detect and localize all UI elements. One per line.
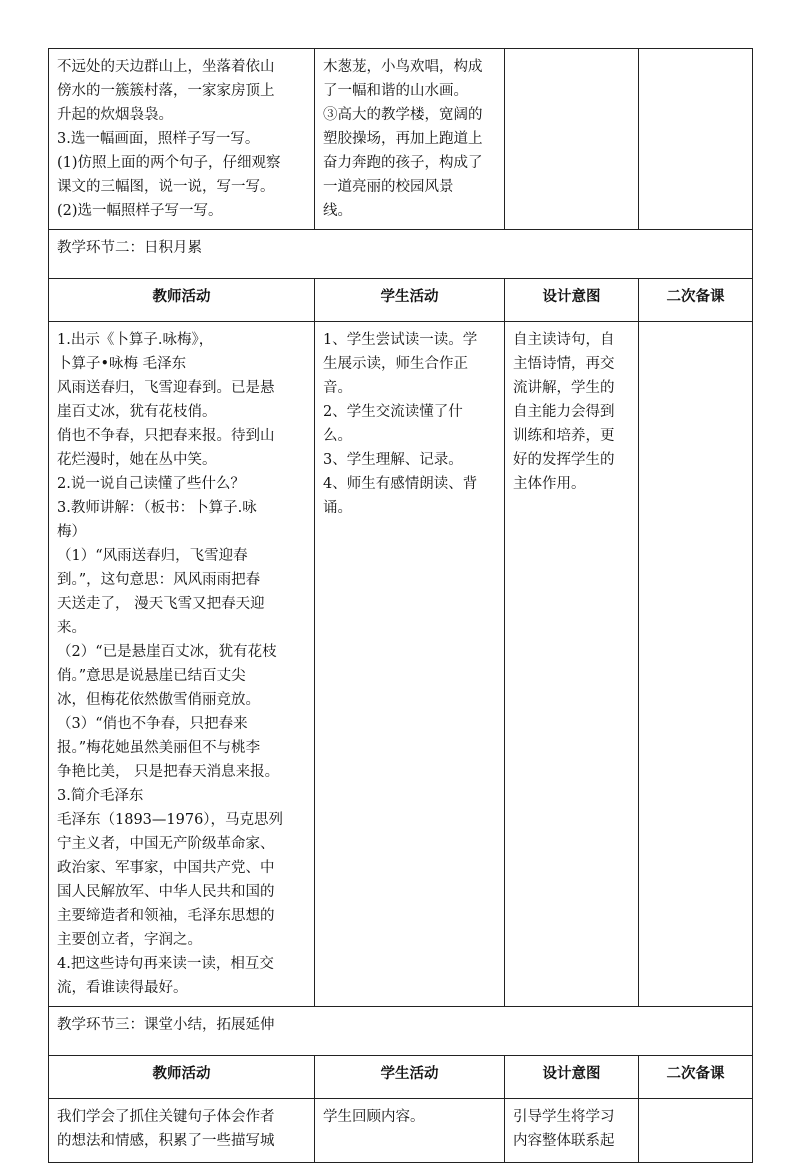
text-line: (1)仿照上面的两个句子，仔细观察	[57, 155, 281, 171]
text-line: 引导学生将学习	[513, 1109, 615, 1125]
text-line: 3、学生理解、记录。	[323, 452, 463, 468]
text-line: 自主读诗句，自	[513, 332, 615, 348]
header-teacher: 教师活动	[49, 279, 315, 322]
text-line: 宁主义者，中国无产阶级革命家、	[57, 836, 275, 852]
text-line: 学生回顾内容。	[323, 1109, 425, 1125]
text-line: 俏。”意思是说悬崖已结百丈尖	[57, 668, 246, 684]
design-intent-cell	[505, 1099, 639, 1163]
student-activity-cell	[315, 1099, 505, 1163]
text-line: 主体作用。	[513, 476, 586, 492]
text-line: 不远处的天边群山上，坐落着依山	[57, 59, 275, 75]
header-design: 设计意图	[505, 1056, 639, 1099]
text-line: ③高大的教学楼，宽阔的	[323, 107, 483, 123]
text-line: 主要创立者，字润之。	[57, 932, 202, 948]
section-title-row	[49, 230, 753, 279]
second-prep-cell	[639, 322, 753, 1007]
header-row	[49, 1056, 753, 1099]
text-line: 崖百丈冰，犹有花枝俏。	[57, 404, 217, 420]
text-line: 3.简介毛泽东	[57, 788, 144, 804]
text-line: 课文的三幅图，说一说，写一写。	[57, 179, 275, 195]
text-line: 3.选一幅画面，照样子写一写。	[57, 131, 260, 147]
text-line: 卜算子•咏梅 毛泽东	[57, 356, 187, 372]
text-line: 一道亮丽的校园风景	[323, 179, 454, 195]
text-line: 了一幅和谐的山水画。	[323, 83, 468, 99]
text-line: 1.出示《卜算子.咏梅》，	[57, 332, 214, 348]
text-line: 么。	[323, 428, 352, 444]
text-line: 梅）	[57, 524, 86, 540]
text-line: 流讲解，学生的	[513, 380, 615, 396]
header-second: 二次备课	[639, 1056, 753, 1099]
second-prep-cell	[639, 1099, 753, 1163]
text-line: 内容整体联系起	[513, 1133, 615, 1149]
text-line: 塑胶操场，再加上跑道上	[323, 131, 483, 147]
text-line: 俏也不争春，只把春来报。待到山	[57, 428, 275, 444]
text-line: 升起的炊烟袅袅。	[57, 107, 173, 123]
section-title-row	[49, 1007, 753, 1056]
teacher-activity-cell	[49, 49, 315, 230]
text-line: 毛泽东（1893—1976），马克思列	[57, 812, 284, 828]
table-row	[49, 49, 753, 230]
table-row	[49, 1099, 753, 1163]
header-design: 设计意图	[505, 279, 639, 322]
text-line: 国人民解放军、中华人民共和国的	[57, 884, 275, 900]
text-line: 训练和培养，更	[513, 428, 615, 444]
section-title: 教学环节三：课堂小结，拓展延伸	[49, 1007, 753, 1056]
design-intent-cell	[505, 49, 639, 230]
text-line: 生展示读，师生合作正	[323, 356, 468, 372]
text-line: 2.说一说自己读懂了些什么？	[57, 476, 245, 492]
header-student: 学生活动	[315, 1056, 505, 1099]
text-line: 傍水的一簇簇村落，一家家房顶上	[57, 83, 275, 99]
text-line: （2）“已是悬崖百丈冰，犹有花枝	[57, 644, 277, 660]
text-line: 3.教师讲解：（板书：卜算子.咏	[57, 500, 257, 516]
teacher-activity-cell	[49, 322, 315, 1007]
second-prep-cell	[639, 49, 753, 230]
text-line: 流，看谁读得最好。	[57, 980, 188, 996]
student-activity-cell	[315, 49, 505, 230]
header-student: 学生活动	[315, 279, 505, 322]
text-line: 主要缔造者和领袖，毛泽东思想的	[57, 908, 275, 924]
text-line: 诵。	[323, 500, 352, 516]
text-line: 4、师生有感情朗读、背	[323, 476, 478, 492]
text-line: 报。”梅花她虽然美丽但不与桃李	[57, 740, 261, 756]
table-row	[49, 322, 753, 1007]
header-row	[49, 279, 753, 322]
text-line: 风雨送春归，飞雪迎春到。已是悬	[57, 380, 275, 396]
text-line: （1）“风雨送春归，飞雪迎春	[57, 548, 248, 564]
text-line: 天送走了， 漫天飞雪又把春天迎	[57, 596, 265, 612]
text-line: 音。	[323, 380, 352, 396]
section-title: 教学环节二：日积月累	[49, 230, 753, 279]
text-line: 来。	[57, 620, 86, 636]
text-line: 奋力奔跑的孩子，构成了	[323, 155, 483, 171]
text-line: 4.把这些诗句再来读一读，相互交	[57, 956, 274, 972]
text-line: (2)选一幅照样子写一写。	[57, 203, 223, 219]
text-line: 花烂漫时，她在丛中笑。	[57, 452, 217, 468]
teacher-activity-cell	[49, 1099, 315, 1163]
text-line: 的想法和情感，积累了一些描写城	[57, 1133, 275, 1149]
design-intent-cell	[505, 322, 639, 1007]
lesson-plan-table	[48, 48, 753, 1163]
header-second: 二次备课	[639, 279, 753, 322]
text-line: 到。”，这句意思：风风雨雨把春	[57, 572, 261, 588]
text-line: 好的发挥学生的	[513, 452, 615, 468]
text-line: 2、学生交流读懂了什	[323, 404, 463, 420]
text-line: 政治家、军事家，中国共产党、中	[57, 860, 275, 876]
text-line: 主悟诗情，再交	[513, 356, 615, 372]
text-line: 争艳比美， 只是把春天消息来报。	[57, 764, 280, 780]
student-activity-cell	[315, 322, 505, 1007]
text-line: 木葱茏，小鸟欢唱，构成	[323, 59, 483, 75]
text-line: 线。	[323, 203, 352, 219]
text-line: 自主能力会得到	[513, 404, 615, 420]
text-line: （3）“俏也不争春，只把春来	[57, 716, 248, 732]
header-teacher: 教师活动	[49, 1056, 315, 1099]
text-line: 1、学生尝试读一读。学	[323, 332, 478, 348]
text-line: 我们学会了抓住关键句子体会作者	[57, 1109, 275, 1125]
text-line: 冰，但梅花依然傲雪俏丽竞放。	[57, 692, 260, 708]
